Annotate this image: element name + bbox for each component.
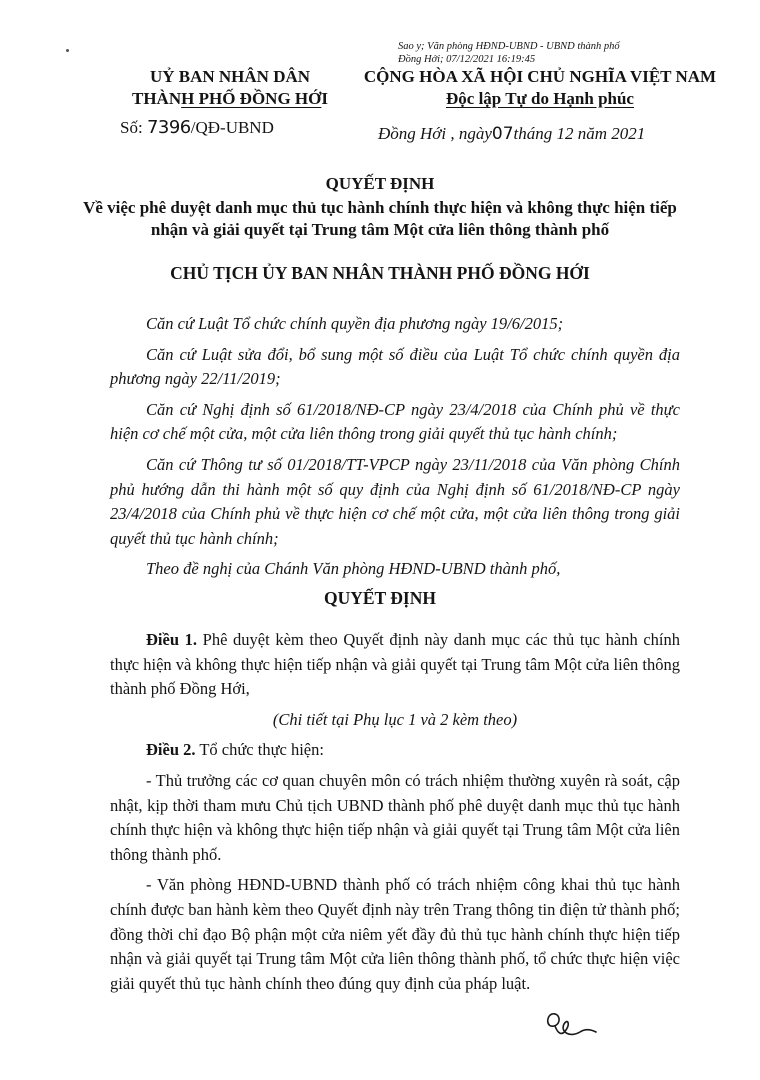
- decision-heading: QUYẾT ĐỊNH: [324, 588, 436, 608]
- document-number: [120, 117, 274, 138]
- authority-heading: CHỦ TỊCH ỦY BAN NHÂN THÀNH PHỐ ĐỒNG HỚI: [170, 263, 590, 283]
- article-2-label: Điều 2.: [146, 740, 196, 760]
- agency-line1: UỶ BAN NHÂN DÂN: [149, 67, 311, 86]
- handwritten-initials: [540, 1002, 600, 1046]
- agency-line2: [100, 88, 360, 110]
- place-date-post: tháng 12 năm 2021: [513, 124, 646, 143]
- agency-line2-post: I: [321, 89, 328, 108]
- document-subject: Về việc phê duyệt danh mục thủ tục hành chính thực hiện và không thực hiện tiếp nhận và giải quyết tại Trung tâm Một cửa liên thông thành phố: [83, 198, 677, 239]
- place-and-date: [378, 124, 645, 144]
- basis-item: Căn cứ Nghị định số 61/2018/NĐ-CP ngày 23/4/2018 của Chính phủ về thực hiện cơ chế một cửa, một cửa liên thông trong giải quyết thủ tục hành chính;: [110, 399, 680, 444]
- copy-stamp-line2: Đồng Hới; 07/12/2021 16:19:45: [398, 54, 536, 65]
- agency-line2-pre: THÀN: [132, 89, 182, 108]
- nation-motto: [330, 88, 750, 110]
- article-2-item: - Thủ trưởng các cơ quan chuyên môn có trách nhiệm thường xuyên rà soát, cập nhật, kịp thời tham mưu Chủ tịch UBND thành phố phê duyệt danh mục thủ tục hành chính thực hiện và không thực hiện tiếp nhận và giải quyết tại Trung tâm Một cửa liên thông thành phố.: [110, 770, 680, 864]
- article-1-text: Phê duyệt kèm theo Quyết định này danh mục các thủ tục hành chính thực hiện và không thực hiện tiếp nhận và giải quyết tại Trung tâm Một cửa liên thông thành phố Đồng Hới,: [110, 630, 680, 699]
- basis-item: Căn cứ Thông tư số 01/2018/TT-VPCP ngày 23/11/2018 của Văn phòng Chính phủ hướng dẫn thi hành một số quy định của Nghị định số 61/2018/NĐ-CP ngày 23/4/2018 của Chính phủ về thực hiện cơ chế một cửa, một cửa liên thông trong giải quyết thủ tục hành chính;: [110, 454, 680, 548]
- article-2-text: Tổ chức thực hiện:: [195, 740, 324, 760]
- article-1: [110, 628, 680, 702]
- article-1-label: Điều 1.: [146, 630, 198, 649]
- decision-body: [110, 628, 680, 1002]
- copy-stamp-line1: Sao y; Văn phòng HĐND-UBND - UBND thành phố: [398, 41, 620, 52]
- nation-name: CỘNG HÒA XÃ HỘI CHỦ NGHĨA VIỆT NAM: [363, 67, 717, 86]
- legal-basis: [110, 312, 680, 588]
- agency-line2-underlined: H PHỐ ĐỒNG HỚ: [181, 89, 322, 108]
- issuing-agency: [100, 66, 360, 110]
- basis-item: Căn cứ Luật sửa đổi, bổ sung một số điều của Luật Tổ chức chính quyền địa phương ngày 22/11/2019;: [110, 344, 680, 389]
- scan-speck: [66, 49, 69, 52]
- docno-prefix: Số:: [120, 118, 147, 137]
- docno-suffix: /QĐ-UBND: [190, 118, 274, 137]
- document-title: QUYẾT ĐỊNH: [325, 174, 435, 193]
- basis-item: Theo đề nghị của Chánh Văn phòng HĐND-UBND thành phố,: [146, 559, 561, 579]
- place-date-pre: Đồng Hới , ngày: [378, 124, 492, 143]
- basis-item: Căn cứ Luật Tổ chức chính quyền địa phương ngày 19/6/2015;: [146, 314, 564, 333]
- place-date-handwritten-day: 07: [491, 124, 514, 144]
- article-2-item: - Văn phòng HĐND-UBND thành phố có trách nhiệm công khai thủ tục hành chính được ban hành kèm theo Quyết định này trên Trang thông tin điện tử thành phố; đồng thời chỉ đạo Bộ phận một cửa niêm yết đầy đủ thủ tục hành chính thực hiện tiếp nhận và giải quyết tại Trung tâm Một cửa liên thông thành phố, tổ chức thực hiện việc giải quyết thủ tục hành chính theo đúng quy định của pháp luật.: [110, 875, 680, 993]
- article-2: [110, 738, 680, 763]
- nation-motto-text: Độc lập Tự do Hạnh phúc: [446, 89, 634, 108]
- copy-certification-stamp: [398, 40, 698, 66]
- national-motto: [330, 66, 750, 110]
- docno-handwritten: 7396: [146, 117, 191, 138]
- article-1-note: (Chi tiết tại Phụ lục 1 và 2 kèm theo): [272, 709, 518, 729]
